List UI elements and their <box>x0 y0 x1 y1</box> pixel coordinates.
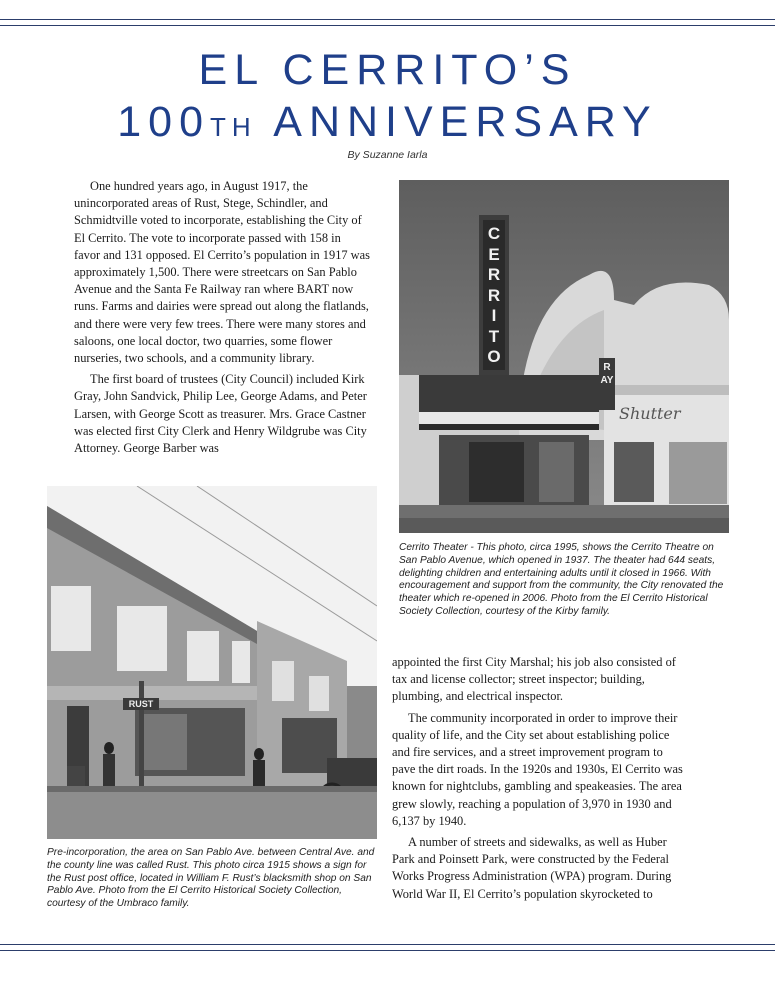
theater-photo-caption: Cerrito Theater - This photo, circa 1995, shows the Cerrito Theatre on San Pablo Avenue, which opened in 1937. The theater had 644 seats, delighting children and entertaining adults until it closed in 1966. With encouragement and support from the community, the City renovated the theater which re-opened in 2006. Photo from the El Cerrito Historical Society Collection, courtesy of the Kirby family. <box>399 542 724 617</box>
sign-letter: R <box>487 285 501 305</box>
top-rule-inner <box>0 25 775 26</box>
rust-street-photo <box>47 486 377 839</box>
title-line-1: EL CERRITO’S <box>198 46 577 94</box>
byline: By Suzanne Iarla <box>347 149 428 161</box>
theater-script-sign: Shutter <box>619 404 681 423</box>
sign-letter: C <box>487 224 501 243</box>
title-ordinal: TH <box>210 112 257 142</box>
title-number: 100 <box>117 98 211 146</box>
sign-letter: O <box>487 347 501 366</box>
sign-letter: I <box>491 306 497 325</box>
bottom-rule-inner <box>0 944 775 945</box>
sign-letter: E <box>488 244 500 264</box>
street-illustration <box>47 486 377 839</box>
sign-letter: T <box>488 326 500 346</box>
rust-sign: RUST <box>128 699 154 709</box>
sign-letter: R <box>487 265 501 284</box>
article-column-2 <box>392 654 684 903</box>
article-column-1 <box>74 178 370 457</box>
paragraph: The community incorporated in order to improve their quality of life, and the City set about establishing police and fire services, and a street improvement program to pave the dirt roads. In the 1920s and 1930s, El Cerrito was known for nightclubs, gambling and speakeasies. The area grew slowly, reaching a population of 3,970 in 1930 and 6,137 by 1940. <box>392 710 683 828</box>
title-line-2 <box>0 97 775 152</box>
title-anniversary: ANNIVERSARY <box>256 98 658 146</box>
theater-side-sign: RAY <box>600 362 614 386</box>
theater-illustration <box>399 180 729 533</box>
paragraph: appointed the first City Marshal; his job also consisted of tax and license collector; street inspector; building, plumbing, and electrical inspector. <box>392 655 676 704</box>
paragraph: The first board of trustees (City Council) included Kirk Gray, John Sandvick, Philip Lee, George Adams, and Peter Larsen, with George Scott as treasurer. Mrs. Grace Castner was elected first City Clerk and Henry Wildgrube was City Attorney. George Barber was <box>74 372 367 456</box>
street-photo-caption: Pre-incorporation, the area on San Pablo Ave. between Central Ave. and the county line was called Rust. This photo circa 1915 shows a sign for the Rust post office, located in William F. Rust’s blacksmith shop on San Pablo Ave. Photo from the El Cerrito Historical Society Collection, courtesy of the Umbraco family. <box>47 847 375 910</box>
bottom-rule-outer <box>0 950 775 951</box>
cerrito-theater-photo <box>399 180 729 533</box>
paragraph: One hundred years ago, in August 1917, the unincorporated areas of Rust, Stege, Schindler, and Schmidtville voted to incorporate, establishing the City of El Cerrito. The vote to incorporate passed with 158 in favor and 131 opposed. El Cerrito’s population in 1917 was approximately 1,500. There were streetcars on San Pablo Avenue and the Santa Fe Railway ran where BART now runs. Farms and dairies were spread out along the flatlands, and there were very few trees. There were many stores and saloons, one local doctor, two quarries, some flower nurseries, two schools, and a community library. <box>74 179 370 366</box>
paragraph: A number of streets and sidewalks, as well as Huber Park and Poinsett Park, were constructed by the Federal Works Progress Administration (WPA) program. During World War II, El Cerrito’s population skyrocketed to <box>392 835 672 901</box>
top-rule-outer <box>0 19 775 20</box>
theater-vertical-sign <box>483 224 505 368</box>
